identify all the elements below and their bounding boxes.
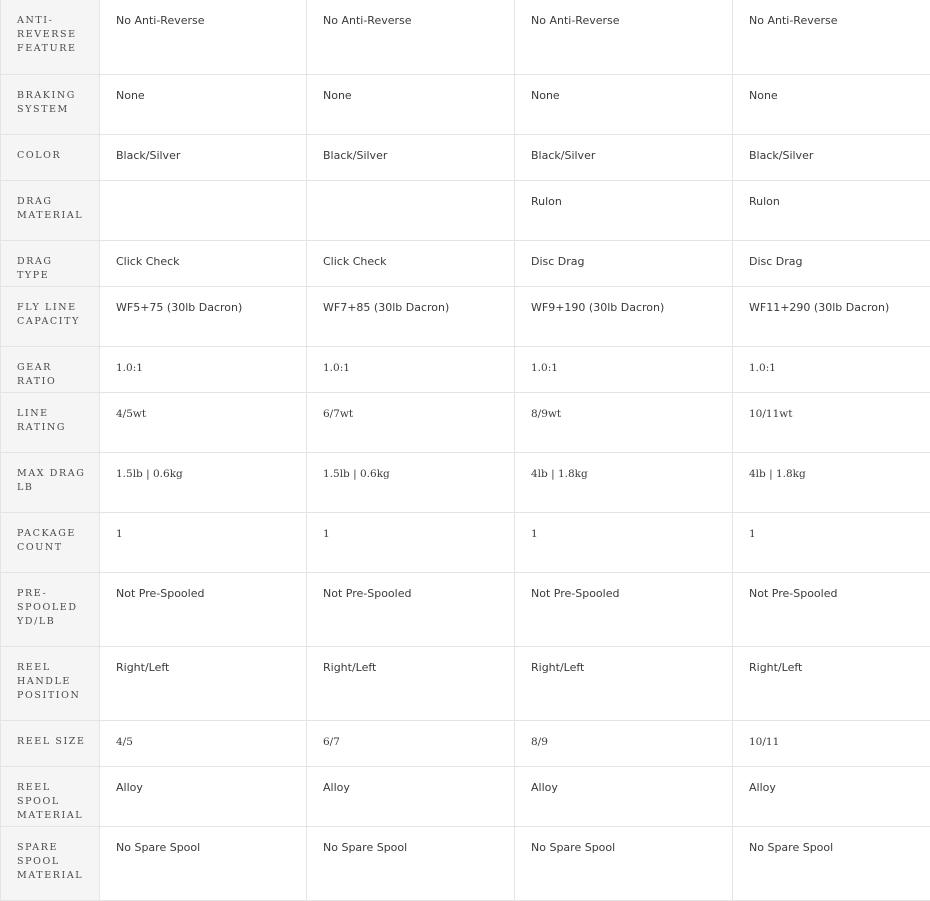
spec-value-cell xyxy=(733,572,930,646)
spec-value-cell xyxy=(515,572,733,646)
spec-value-cell xyxy=(515,392,733,452)
spec-value-cell xyxy=(307,240,515,286)
spec-row-drag-material xyxy=(1,180,930,240)
spec-row-spare-spool-material xyxy=(1,826,930,900)
spec-value-cell xyxy=(100,392,307,452)
spec-label: DRAG MATERIAL xyxy=(1,181,99,223)
spec-value-cell xyxy=(515,240,733,286)
spec-value: 1.0:1 xyxy=(733,347,930,375)
spec-value-cell xyxy=(515,0,733,74)
spec-value: 10/11wt xyxy=(733,393,930,421)
spec-value-cell xyxy=(307,646,515,720)
spec-value: None xyxy=(515,75,732,103)
spec-value-cell xyxy=(733,720,930,766)
spec-value: No Anti-Reverse xyxy=(733,0,930,28)
spec-value-cell xyxy=(100,240,307,286)
spec-value-cell xyxy=(733,392,930,452)
spec-value: No Spare Spool xyxy=(515,827,732,855)
spec-value-cell xyxy=(733,74,930,134)
spec-label-cell xyxy=(1,452,100,512)
spec-label-cell xyxy=(1,512,100,572)
spec-label: LINE RATING xyxy=(1,393,99,435)
spec-value: 1.0:1 xyxy=(307,347,514,375)
spec-value-cell xyxy=(733,646,930,720)
spec-value: 8/9 xyxy=(515,721,732,749)
spec-value-cell xyxy=(307,134,515,180)
spec-value-cell xyxy=(307,766,515,826)
spec-value-cell xyxy=(307,0,515,74)
spec-value-cell xyxy=(307,720,515,766)
spec-table-body xyxy=(1,0,930,900)
spec-value: WF7+85 (30lb Dacron) xyxy=(307,287,514,315)
spec-label: PRE-SPOOLED YD/LB xyxy=(1,573,99,629)
spec-value: Rulon xyxy=(733,181,930,209)
spec-value-cell xyxy=(515,766,733,826)
spec-label-cell xyxy=(1,826,100,900)
spec-value: WF9+190 (30lb Dacron) xyxy=(515,287,732,315)
spec-value-cell xyxy=(100,646,307,720)
spec-value: No Spare Spool xyxy=(100,827,306,855)
spec-row-fly-line-capacity xyxy=(1,286,930,346)
spec-value: Black/Silver xyxy=(733,135,930,163)
spec-value: Right/Left xyxy=(515,647,732,675)
spec-value-cell xyxy=(515,452,733,512)
spec-label: ANTI-REVERSE FEATURE xyxy=(1,0,99,56)
spec-value-cell xyxy=(307,826,515,900)
spec-row-anti-reverse-feature xyxy=(1,0,930,74)
spec-label-cell xyxy=(1,286,100,346)
spec-value: Black/Silver xyxy=(515,135,732,163)
spec-value: Black/Silver xyxy=(307,135,514,163)
spec-value: Rulon xyxy=(515,181,732,209)
spec-label: SPARE SPOOL MATERIAL xyxy=(1,827,99,883)
spec-row-color xyxy=(1,134,930,180)
spec-value-cell xyxy=(100,452,307,512)
spec-value-cell xyxy=(307,572,515,646)
spec-value: Alloy xyxy=(733,767,930,795)
spec-label: REEL SIZE xyxy=(1,721,99,749)
spec-value: Right/Left xyxy=(733,647,930,675)
spec-value: Disc Drag xyxy=(515,241,732,269)
spec-value: 10/11 xyxy=(733,721,930,749)
spec-value: Not Pre-Spooled xyxy=(515,573,732,601)
spec-value: 1 xyxy=(307,513,514,541)
spec-label-cell xyxy=(1,646,100,720)
spec-row-gear-ratio xyxy=(1,346,930,392)
spec-value-cell xyxy=(100,74,307,134)
spec-value: No Spare Spool xyxy=(307,827,514,855)
spec-label-cell xyxy=(1,346,100,392)
spec-value: Not Pre-Spooled xyxy=(100,573,306,601)
spec-value-cell xyxy=(100,826,307,900)
spec-value-cell xyxy=(733,512,930,572)
spec-value: None xyxy=(307,75,514,103)
spec-label: FLY LINE CAPACITY xyxy=(1,287,99,329)
spec-row-pre-spooled xyxy=(1,572,930,646)
spec-value-cell xyxy=(307,452,515,512)
spec-label-cell xyxy=(1,74,100,134)
spec-label: PACKAGE COUNT xyxy=(1,513,99,555)
spec-value: 1.0:1 xyxy=(100,347,306,375)
spec-value: None xyxy=(733,75,930,103)
spec-value-cell xyxy=(100,346,307,392)
spec-value-cell xyxy=(733,346,930,392)
spec-label: GEAR RATIO xyxy=(1,347,99,389)
spec-row-package-count xyxy=(1,512,930,572)
spec-value: 1 xyxy=(100,513,306,541)
spec-value-cell xyxy=(733,180,930,240)
spec-row-reel-handle-position xyxy=(1,646,930,720)
spec-value: 4/5wt xyxy=(100,393,306,421)
spec-value: Black/Silver xyxy=(100,135,306,163)
spec-value: 8/9wt xyxy=(515,393,732,421)
spec-value-cell xyxy=(515,512,733,572)
spec-value: No Anti-Reverse xyxy=(100,0,306,28)
spec-value-cell xyxy=(307,392,515,452)
spec-value-cell xyxy=(733,240,930,286)
spec-value: 1.5lb | 0.6kg xyxy=(100,453,306,481)
spec-label-cell xyxy=(1,572,100,646)
spec-label-cell xyxy=(1,134,100,180)
spec-row-line-rating xyxy=(1,392,930,452)
spec-label: MAX DRAG LB xyxy=(1,453,99,495)
spec-value-cell xyxy=(733,766,930,826)
spec-value-cell xyxy=(100,134,307,180)
spec-value: 1.0:1 xyxy=(515,347,732,375)
spec-value-cell xyxy=(307,512,515,572)
spec-row-reel-spool-material xyxy=(1,766,930,826)
spec-value: Alloy xyxy=(100,767,306,795)
spec-label: BRAKING SYSTEM xyxy=(1,75,99,117)
spec-value: Disc Drag xyxy=(733,241,930,269)
spec-value-cell xyxy=(733,0,930,74)
spec-value: WF11+290 (30lb Dacron) xyxy=(733,287,930,315)
spec-value-cell xyxy=(307,180,515,240)
spec-value-cell xyxy=(515,180,733,240)
spec-value-cell xyxy=(100,0,307,74)
spec-value: 1 xyxy=(515,513,732,541)
spec-value: Right/Left xyxy=(100,647,306,675)
spec-value-cell xyxy=(515,826,733,900)
spec-value: No Anti-Reverse xyxy=(307,0,514,28)
spec-value-cell xyxy=(100,180,307,240)
spec-label: REEL HANDLE POSITION xyxy=(1,647,99,703)
spec-value-cell xyxy=(515,74,733,134)
spec-value: WF5+75 (30lb Dacron) xyxy=(100,287,306,315)
spec-value: Alloy xyxy=(515,767,732,795)
spec-label-cell xyxy=(1,392,100,452)
spec-value: Click Check xyxy=(307,241,514,269)
spec-value: Not Pre-Spooled xyxy=(307,573,514,601)
spec-value xyxy=(307,181,514,195)
spec-label: COLOR xyxy=(1,135,99,163)
spec-value-cell xyxy=(515,720,733,766)
spec-value-cell xyxy=(307,74,515,134)
spec-value-cell xyxy=(515,286,733,346)
spec-value-cell xyxy=(100,512,307,572)
spec-value-cell xyxy=(307,346,515,392)
spec-label-cell xyxy=(1,720,100,766)
spec-label-cell xyxy=(1,766,100,826)
spec-value-cell xyxy=(733,286,930,346)
spec-value-cell xyxy=(100,572,307,646)
spec-value: 4lb | 1.8kg xyxy=(515,453,732,481)
spec-row-max-drag-lb xyxy=(1,452,930,512)
spec-value-cell xyxy=(515,346,733,392)
spec-value-cell xyxy=(515,134,733,180)
spec-label-cell xyxy=(1,180,100,240)
spec-value: 1 xyxy=(733,513,930,541)
spec-value: Alloy xyxy=(307,767,514,795)
spec-value: 6/7wt xyxy=(307,393,514,421)
spec-value: 4/5 xyxy=(100,721,306,749)
spec-label: DRAG TYPE xyxy=(1,241,99,283)
spec-value: 4lb | 1.8kg xyxy=(733,453,930,481)
spec-value-cell xyxy=(733,826,930,900)
spec-value: 1.5lb | 0.6kg xyxy=(307,453,514,481)
spec-value-cell xyxy=(307,286,515,346)
spec-value-cell xyxy=(733,452,930,512)
spec-row-reel-size xyxy=(1,720,930,766)
spec-value-cell xyxy=(515,646,733,720)
spec-row-drag-type xyxy=(1,240,930,286)
spec-label-cell xyxy=(1,240,100,286)
spec-value: No Spare Spool xyxy=(733,827,930,855)
spec-value: Click Check xyxy=(100,241,306,269)
spec-value-cell xyxy=(100,766,307,826)
spec-row-braking-system xyxy=(1,74,930,134)
spec-value xyxy=(100,181,306,195)
spec-value-cell xyxy=(733,134,930,180)
spec-value: No Anti-Reverse xyxy=(515,0,732,28)
spec-value: None xyxy=(100,75,306,103)
spec-value-cell xyxy=(100,286,307,346)
spec-label-cell xyxy=(1,0,100,74)
spec-value: Right/Left xyxy=(307,647,514,675)
spec-label: REEL SPOOL MATERIAL xyxy=(1,767,99,823)
spec-value: 6/7 xyxy=(307,721,514,749)
spec-value: Not Pre-Spooled xyxy=(733,573,930,601)
spec-value-cell xyxy=(100,720,307,766)
